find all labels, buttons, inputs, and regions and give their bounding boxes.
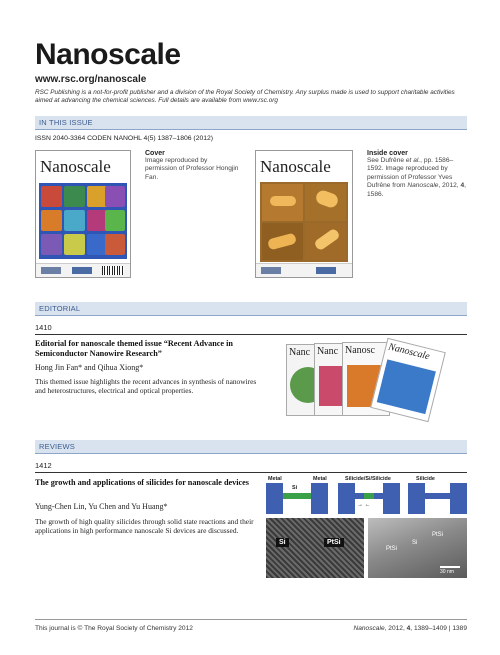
metal-pad bbox=[311, 483, 328, 514]
editorial-title[interactable]: Editorial for nanoscale themed issue “Recent Advance in Semiconductor Nanowire Research” bbox=[35, 339, 233, 358]
footer-citation: Nanoscale, 2012, 4, 1389–1409 | 1389 bbox=[353, 625, 467, 632]
inside-cover-footer bbox=[256, 263, 352, 277]
editorial-abstract: This themed issue highlights the recent advances in synthesis of nanowires and heterostructures, electrical and optical properties. bbox=[35, 377, 257, 395]
partner-logo-icon bbox=[316, 267, 336, 274]
publisher-notice: RSC Publishing is a not-for-profit publisher and a division of the Royal Society of Chemistry. Any surplus made is used to support charitable activities aimed at advancing the chemical sciences. Full details are available from www.rsc.org bbox=[35, 89, 455, 105]
section-heading: EDITORIAL bbox=[39, 304, 81, 313]
front-cover-image[interactable] bbox=[35, 150, 131, 278]
divider bbox=[35, 334, 467, 335]
publisher-logo-icon bbox=[41, 267, 61, 274]
journal-url[interactable]: www.rsc.org/nanoscale bbox=[35, 74, 147, 85]
review-graphic: Metal Si Metal Silicide/Si/Silicide Silicide → ← Si PtSi PtSi Si PtSi 30 nm bbox=[266, 476, 467, 578]
section-bar-editorial bbox=[35, 302, 467, 316]
cover-artwork bbox=[39, 183, 127, 259]
cover-caption bbox=[145, 150, 240, 182]
reviews-page-number: 1412 bbox=[35, 461, 52, 470]
review-authors: Yung-Chen Lin, Yu Chen and Yu Huang* bbox=[35, 502, 168, 511]
tem-image-right: PtSi Si PtSi 30 nm bbox=[368, 518, 467, 578]
editorial-page-number: 1410 bbox=[35, 323, 52, 332]
cover-title: Nanoscale bbox=[40, 157, 111, 176]
arrow-right-icon: → ← bbox=[357, 502, 371, 508]
section-heading: REVIEWS bbox=[39, 442, 75, 451]
partner-logo-icon bbox=[72, 267, 92, 274]
review-abstract: The growth of high quality silicides through solid state reactions and their applications in high performance nanoscale Si devices are discussed. bbox=[35, 517, 254, 535]
section-heading: IN THIS ISSUE bbox=[39, 118, 93, 127]
metal-pad bbox=[383, 483, 400, 514]
cover-text: Image reproduced by permission of Professor Hongjin Fan. bbox=[145, 157, 239, 181]
editorial-graphic: Nanc Nanc Nanosc Nanoscale bbox=[282, 340, 467, 420]
inside-cover-text: See Dufrêne et al., pp. 1586–1592. Image reproduced by permission of Professor Yves Dufrêne from Nanoscale, 2012, 4, 1586. bbox=[367, 157, 466, 198]
scale-bar bbox=[440, 566, 460, 568]
si-wire bbox=[283, 493, 311, 499]
divider bbox=[35, 472, 467, 473]
publisher-logo-icon bbox=[261, 267, 281, 274]
inside-cover-caption bbox=[367, 150, 467, 199]
editorial-authors: Hong Jin Fan* and Qihua Xiong* bbox=[35, 363, 144, 372]
section-bar-reviews bbox=[35, 440, 467, 454]
inside-cover-label: Inside cover bbox=[367, 150, 408, 157]
review-title[interactable]: The growth and applications of silicides for nanoscale devices bbox=[35, 478, 249, 487]
footer-divider bbox=[35, 619, 467, 620]
inside-cover-artwork bbox=[260, 182, 348, 262]
metal-pad bbox=[408, 483, 425, 514]
barcode-icon bbox=[102, 266, 124, 275]
metal-pad bbox=[266, 483, 283, 514]
cover-label: Cover bbox=[145, 150, 165, 157]
journal-title: Nanoscale bbox=[35, 38, 181, 71]
cover-footer bbox=[36, 263, 130, 277]
metal-pad bbox=[338, 483, 355, 514]
metal-pad bbox=[450, 483, 467, 514]
issn-line: ISSN 2040-3364 CODEN NANOHL 4(5) 1387–1806 (2012) bbox=[35, 135, 214, 142]
footer-copyright: This journal is © The Royal Society of Chemistry 2012 bbox=[35, 625, 193, 632]
tem-image-left: Si PtSi bbox=[266, 518, 364, 578]
section-bar-in-this-issue bbox=[35, 116, 467, 130]
inside-cover-image[interactable] bbox=[255, 150, 353, 278]
inside-cover-title: Nanoscale bbox=[260, 157, 331, 176]
